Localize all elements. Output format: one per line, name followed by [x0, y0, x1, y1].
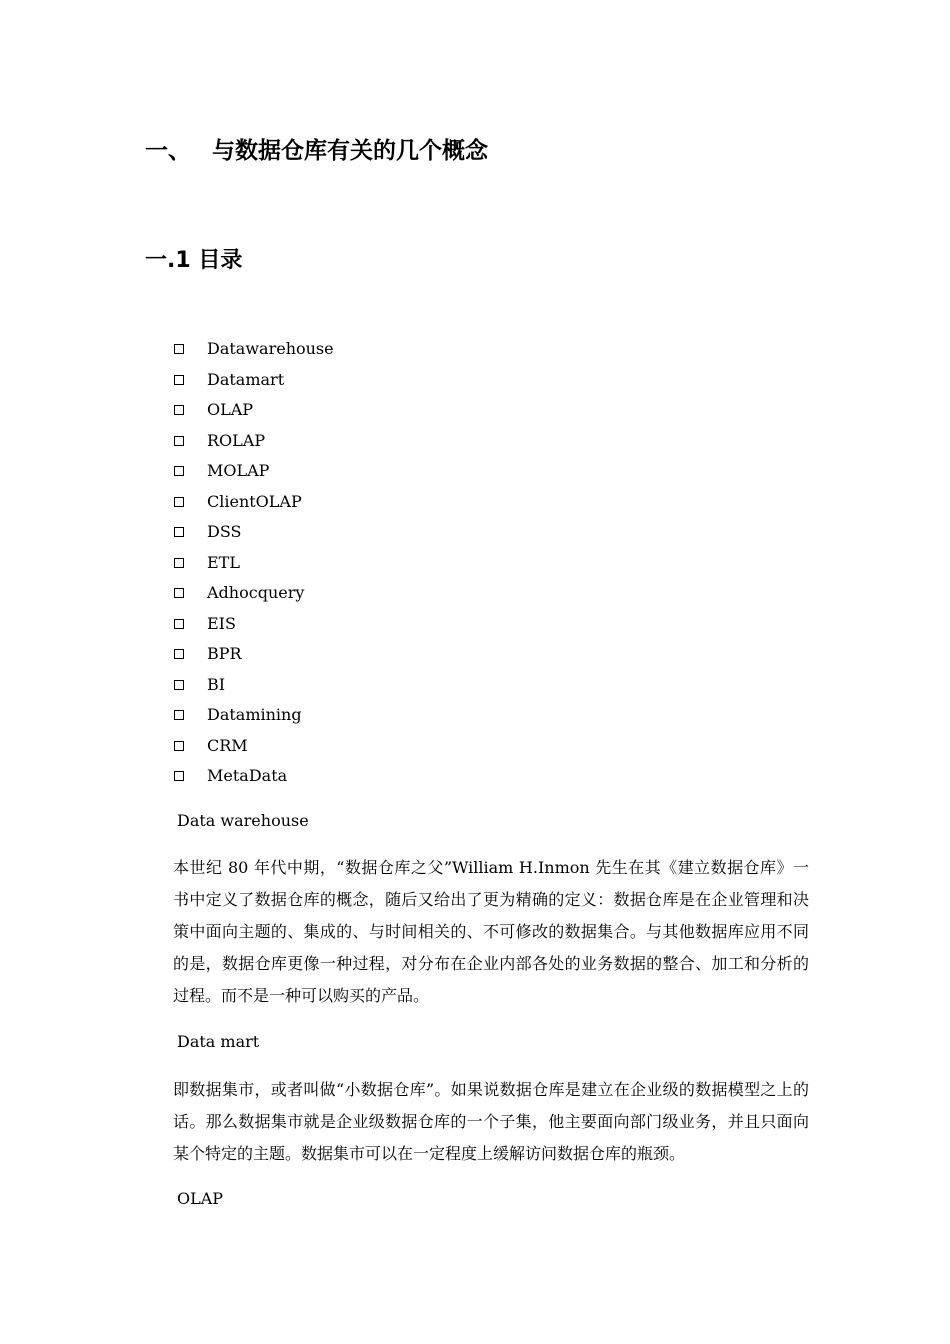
list-item-label: Datamart	[207, 369, 285, 389]
list-item-label: ROLAP	[207, 430, 266, 450]
list-item	[173, 548, 334, 579]
list-item	[173, 670, 334, 701]
list-item-label: OLAP	[207, 400, 254, 420]
checkbox-bullet-icon	[174, 710, 184, 720]
checkbox-bullet-icon	[174, 741, 184, 751]
checkbox-bullet-icon	[174, 466, 184, 476]
chapter-title: 与数据仓库有关的几个概念	[212, 138, 488, 164]
list-item-label: EIS	[207, 613, 236, 633]
checkbox-bullet-icon	[174, 619, 184, 629]
section-heading: 一.1 目录	[145, 248, 243, 273]
checkbox-bullet-icon	[174, 588, 184, 598]
checkbox-bullet-icon	[174, 558, 184, 568]
checkbox-bullet-icon	[174, 771, 184, 781]
checkbox-bullet-icon	[174, 680, 184, 690]
list-item-label: Datamining	[207, 705, 302, 725]
paragraph-data-warehouse: 本世纪 80 年代中期，“数据仓库之父”William H.Inmon 先生在其《建立数据仓库》一书中定义了数据仓库的概念，随后又给出了更为精确的定义：数据仓库是在企业管理和决策中面向主题的、集成的、与时间相关的、不可修改的数据集合。与其他数据库应用不同的是，数据仓库更像一种过程，对分布在企业内部各处的业务数据的整合、加工和分析的过程。而不是一种可以购买的产品。	[173, 858, 809, 1005]
term-heading-data-mart: Data mart	[177, 1032, 260, 1051]
list-item	[173, 761, 334, 792]
checkbox-bullet-icon	[174, 527, 184, 537]
list-item	[173, 487, 334, 518]
list-item-label: CRM	[207, 735, 248, 755]
toc-list	[173, 334, 334, 792]
term-heading-data-warehouse: Data warehouse	[177, 811, 309, 830]
list-item	[173, 609, 334, 640]
checkbox-bullet-icon	[174, 405, 184, 415]
list-item	[173, 639, 334, 670]
checkbox-bullet-icon	[174, 344, 184, 354]
checkbox-bullet-icon	[174, 375, 184, 385]
list-item-label: BI	[207, 674, 226, 694]
list-item	[173, 334, 334, 365]
checkbox-bullet-icon	[174, 649, 184, 659]
list-item-label: DSS	[207, 522, 242, 542]
list-item-label: BPR	[207, 644, 242, 664]
list-item-label: MOLAP	[207, 461, 270, 481]
chapter-heading	[145, 134, 488, 168]
list-item	[173, 731, 334, 762]
list-item-label: Adhocquery	[207, 583, 305, 603]
list-item	[173, 578, 334, 609]
checkbox-bullet-icon	[174, 497, 184, 507]
list-item	[173, 365, 334, 396]
list-item-label: Datawarehouse	[207, 339, 334, 359]
chapter-number: 一、	[145, 138, 191, 164]
list-item	[173, 426, 334, 457]
list-item-label: ETL	[207, 552, 240, 572]
paragraph-data-mart: 即数据集市，或者叫做“小数据仓库”。如果说数据仓库是建立在企业级的数据模型之上的话。那么数据集市就是企业级数据仓库的一个子集，他主要面向部门级业务，并且只面向某个特定的主题。数据集市可以在一定程度上缓解访问数据仓库的瓶颈。	[173, 1080, 809, 1163]
list-item	[173, 700, 334, 731]
list-item	[173, 456, 334, 487]
list-item	[173, 517, 334, 548]
list-item-label: MetaData	[207, 766, 288, 786]
list-item-label: ClientOLAP	[207, 491, 302, 511]
checkbox-bullet-icon	[174, 436, 184, 446]
list-item	[173, 395, 334, 426]
term-heading-olap: OLAP	[177, 1189, 224, 1208]
